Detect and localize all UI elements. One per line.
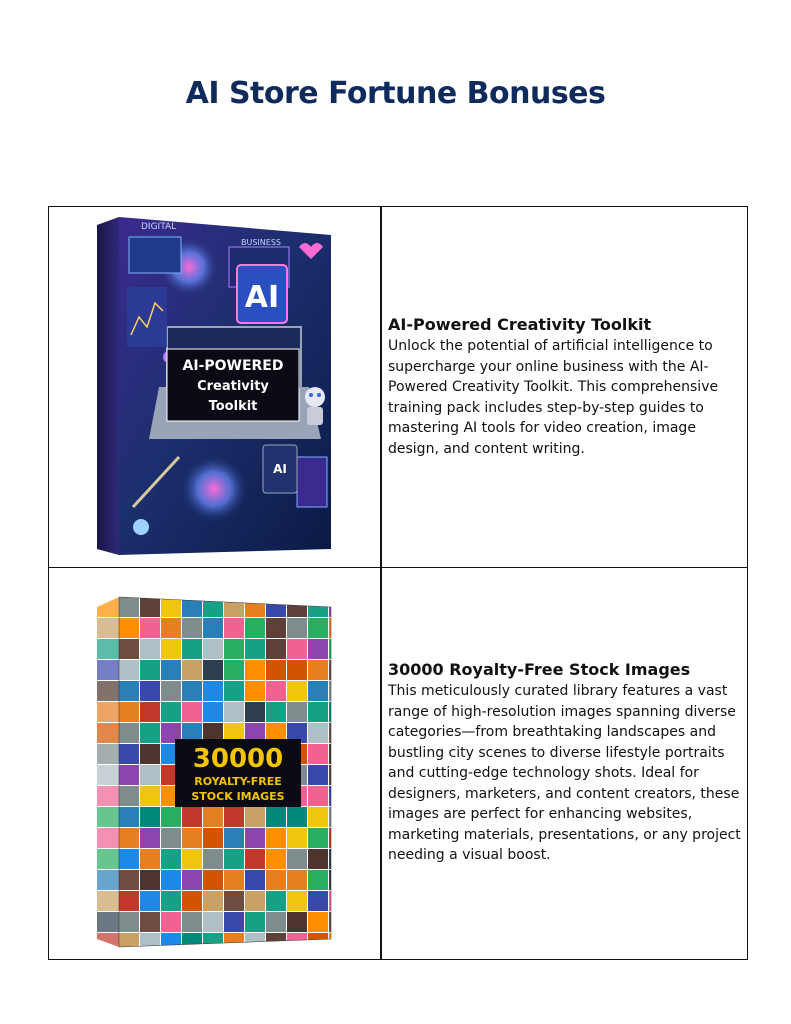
mosaic-tile (140, 660, 160, 680)
bonus-description: Unlock the potential of artificial intelligence to supercharge your online business with the AI-Powered Creativity Toolkit. This comprehensive training pack includes step-by-step guides to mastering AI tools for video creation, image design, and content writing. (388, 338, 719, 457)
mosaic-tile (119, 618, 139, 638)
mosaic-tile (203, 849, 223, 869)
mosaic-tile (97, 660, 119, 680)
mosaic-tile (140, 639, 160, 659)
bonus-title: 30000 Royalty-Free Stock Images (388, 660, 691, 680)
mosaic-tile (203, 681, 223, 701)
mosaic-tile (329, 702, 349, 722)
mosaic-tile (329, 912, 349, 932)
mosaic-tile (140, 828, 160, 848)
mosaic-tile (140, 744, 160, 764)
mosaic-tile (97, 891, 119, 911)
mosaic-tile (245, 912, 265, 932)
mosaic-tile (97, 597, 119, 617)
mosaic-tile (245, 933, 265, 953)
mosaic-tile (161, 807, 181, 827)
mosaic-tile (182, 618, 202, 638)
box-label-line-3: STOCK IMAGES (191, 790, 285, 803)
mosaic-tile (266, 891, 286, 911)
mosaic-tile (140, 849, 160, 869)
box-label-line-2: Creativity (197, 379, 269, 394)
mosaic-tile (140, 723, 160, 743)
mosaic-tile (329, 807, 349, 827)
mosaic-tile (308, 828, 328, 848)
mosaic-tile (224, 639, 244, 659)
mosaic-tile (97, 912, 119, 932)
mosaic-tile (97, 828, 119, 848)
mosaic-tile (140, 786, 160, 806)
mosaic-tile (308, 870, 328, 890)
mosaic-tile (119, 870, 139, 890)
mosaic-tile (161, 681, 181, 701)
mosaic-tile (308, 786, 328, 806)
mosaic-tile (308, 891, 328, 911)
mosaic-tile (140, 597, 160, 617)
bonus-image-cell (49, 567, 380, 959)
mosaic-tile (287, 891, 307, 911)
mosaic-tile (182, 639, 202, 659)
mosaic-tile (182, 807, 202, 827)
mosaic-tile (203, 702, 223, 722)
mosaic-tile (329, 933, 349, 953)
mosaic-tile (182, 891, 202, 911)
box-label-line-1: 30000 (192, 744, 284, 774)
mosaic-tile (245, 618, 265, 638)
mosaic-tile (224, 912, 244, 932)
mosaic-tile (308, 660, 328, 680)
mosaic-tile (182, 912, 202, 932)
mosaic-tile (308, 849, 328, 869)
mosaic-tile (119, 807, 139, 827)
box-digital-text: DIGITAL (141, 222, 177, 232)
mosaic-tile (245, 828, 265, 848)
mosaic-tile (140, 870, 160, 890)
mosaic-tile (119, 639, 139, 659)
mosaic-tile (287, 660, 307, 680)
mosaic-tile (266, 702, 286, 722)
mosaic-tile (161, 618, 181, 638)
mosaic-tile (161, 912, 181, 932)
mosaic-tile (140, 618, 160, 638)
mosaic-tile (140, 702, 160, 722)
mosaic-tile (224, 597, 244, 617)
mosaic-tile (119, 744, 139, 764)
mosaic-tile (203, 639, 223, 659)
mosaic-tile (203, 618, 223, 638)
mosaic-tile (119, 891, 139, 911)
mosaic-tile (161, 849, 181, 869)
mosaic-tile (97, 765, 119, 785)
mosaic-tile (245, 891, 265, 911)
mosaic-tile (203, 807, 223, 827)
mosaic-tile (308, 744, 328, 764)
mosaic-tile (245, 597, 265, 617)
box-label-line-3: Toolkit (208, 399, 258, 414)
mosaic-tile (245, 639, 265, 659)
mosaic-tile (161, 702, 181, 722)
mosaic-tile (287, 702, 307, 722)
mosaic-tile (287, 849, 307, 869)
mosaic-tile (308, 723, 328, 743)
mosaic-tile (119, 702, 139, 722)
mosaic-tile (266, 597, 286, 617)
mosaic-tile (203, 870, 223, 890)
mosaic-tile (224, 891, 244, 911)
mosaic-tile (329, 891, 349, 911)
creativity-toolkit-box-image (49, 207, 380, 567)
mosaic-tile (119, 933, 139, 953)
mosaic-tile (161, 639, 181, 659)
mosaic-tile (140, 681, 160, 701)
mosaic-tile (97, 807, 119, 827)
box-business-text: BUSINESS (241, 238, 281, 247)
mosaic-tile (224, 828, 244, 848)
mosaic-tile (287, 807, 307, 827)
mosaic-tile (161, 660, 181, 680)
box-ai-text: AI (244, 280, 280, 315)
mosaic-tile (287, 681, 307, 701)
mosaic-tile (161, 870, 181, 890)
mosaic-tile (182, 681, 202, 701)
mosaic-tile (97, 786, 119, 806)
mosaic-tile (140, 765, 160, 785)
box-label-line-1: AI-POWERED (182, 358, 284, 374)
mosaic-tile (329, 618, 349, 638)
mosaic-tile (224, 702, 244, 722)
stock-images-box-image (49, 567, 380, 959)
mosaic-tile (266, 639, 286, 659)
mosaic-tile (140, 933, 160, 953)
mosaic-tile (182, 828, 202, 848)
bonus-table (48, 206, 748, 960)
mosaic-tile (119, 597, 139, 617)
mosaic-tile (140, 891, 160, 911)
mosaic-tile (119, 828, 139, 848)
mosaic-tile (245, 870, 265, 890)
mosaic-tile (119, 786, 139, 806)
box-label-line-2: ROYALTY-FREE (194, 775, 282, 788)
mosaic-tile (308, 933, 328, 953)
mosaic-tile (97, 681, 119, 701)
mosaic-tile (329, 639, 349, 659)
mosaic-tile (140, 912, 160, 932)
mosaic-tile (287, 597, 307, 617)
mosaic-tile (97, 933, 119, 953)
mosaic-tile (266, 912, 286, 932)
mosaic-tile (308, 639, 328, 659)
mosaic-tile (224, 807, 244, 827)
mosaic-tile (308, 681, 328, 701)
mosaic-tile (245, 849, 265, 869)
box-ai-small-text: AI (273, 462, 287, 476)
mosaic-tile (119, 912, 139, 932)
bonus-text-cell (382, 567, 747, 959)
mosaic-tile (245, 660, 265, 680)
mosaic-tile (245, 681, 265, 701)
mosaic-tile (119, 681, 139, 701)
mosaic-tile (119, 723, 139, 743)
mosaic-tile (97, 849, 119, 869)
mosaic-tile (161, 933, 181, 953)
mosaic-tile (287, 870, 307, 890)
mosaic-tile (182, 870, 202, 890)
mosaic-tile (308, 597, 328, 617)
mosaic-tile (308, 807, 328, 827)
mosaic-tile (119, 660, 139, 680)
mosaic-tile (266, 933, 286, 953)
mosaic-tile (224, 660, 244, 680)
mosaic-tile (287, 639, 307, 659)
bonus-title: AI-Powered Creativity Toolkit (388, 315, 652, 334)
mosaic-tile (287, 933, 307, 953)
mosaic-tile (287, 828, 307, 848)
mosaic-tile (266, 618, 286, 638)
mosaic-tile (161, 828, 181, 848)
bonus-text-cell (382, 207, 747, 567)
bonus-row (49, 567, 747, 959)
mosaic-tile (308, 912, 328, 932)
mosaic-tile (266, 807, 286, 827)
mosaic-tile (182, 849, 202, 869)
mosaic-tile (203, 891, 223, 911)
mosaic-tile (203, 912, 223, 932)
mosaic-tile (224, 618, 244, 638)
mosaic-tile (182, 933, 202, 953)
mosaic-tile (224, 849, 244, 869)
mosaic-tile (97, 723, 119, 743)
mosaic-tile (203, 597, 223, 617)
mosaic-tile (140, 807, 160, 827)
mosaic-tile (97, 870, 119, 890)
mosaic-tile (161, 891, 181, 911)
page-title: AI Store Fortune Bonuses (185, 76, 606, 111)
mosaic-tile (224, 870, 244, 890)
mosaic-tile (245, 807, 265, 827)
mosaic-tile (329, 723, 349, 743)
mosaic-tile (266, 660, 286, 680)
mosaic-tile (97, 618, 119, 638)
mosaic-tile (266, 681, 286, 701)
mosaic-tile (224, 681, 244, 701)
mosaic-tile (287, 618, 307, 638)
mosaic-tile (329, 597, 349, 617)
mosaic-tile (329, 786, 349, 806)
mosaic-tile (97, 702, 119, 722)
mosaic-tile (97, 744, 119, 764)
bonus-image-cell (49, 207, 380, 567)
mosaic-tile (329, 765, 349, 785)
mosaic-tile (329, 828, 349, 848)
mosaic-tile (329, 744, 349, 764)
mosaic-tile (308, 702, 328, 722)
mosaic-tile (182, 660, 202, 680)
mosaic-tile (203, 660, 223, 680)
bonus-description: This meticulously curated library features a vast range of high-resolution images spanning diverse categories—from breathtaking landscapes and bustling city scenes to diverse lifestyle portraits and cutting-edge technology shots. Ideal for designers, marketers, and content creators, these images are perfect for enhancing websites, marketing materials, presentations, or any project needing a visual boost. (388, 683, 741, 864)
mosaic-tile (182, 702, 202, 722)
mosaic-tile (97, 639, 119, 659)
mosaic-tile (329, 660, 349, 680)
mosaic-tile (119, 849, 139, 869)
mosaic-tile (266, 828, 286, 848)
mosaic-tile (329, 681, 349, 701)
mosaic-tile (245, 702, 265, 722)
mosaic-tile (119, 765, 139, 785)
mosaic-tile (287, 912, 307, 932)
mosaic-tile (203, 828, 223, 848)
mosaic-tile (308, 618, 328, 638)
mosaic-tile (308, 765, 328, 785)
mosaic-tile (329, 870, 349, 890)
mosaic-tile (266, 849, 286, 869)
mosaic-tile (266, 870, 286, 890)
bonus-row (49, 207, 747, 568)
mosaic-tile (329, 849, 349, 869)
